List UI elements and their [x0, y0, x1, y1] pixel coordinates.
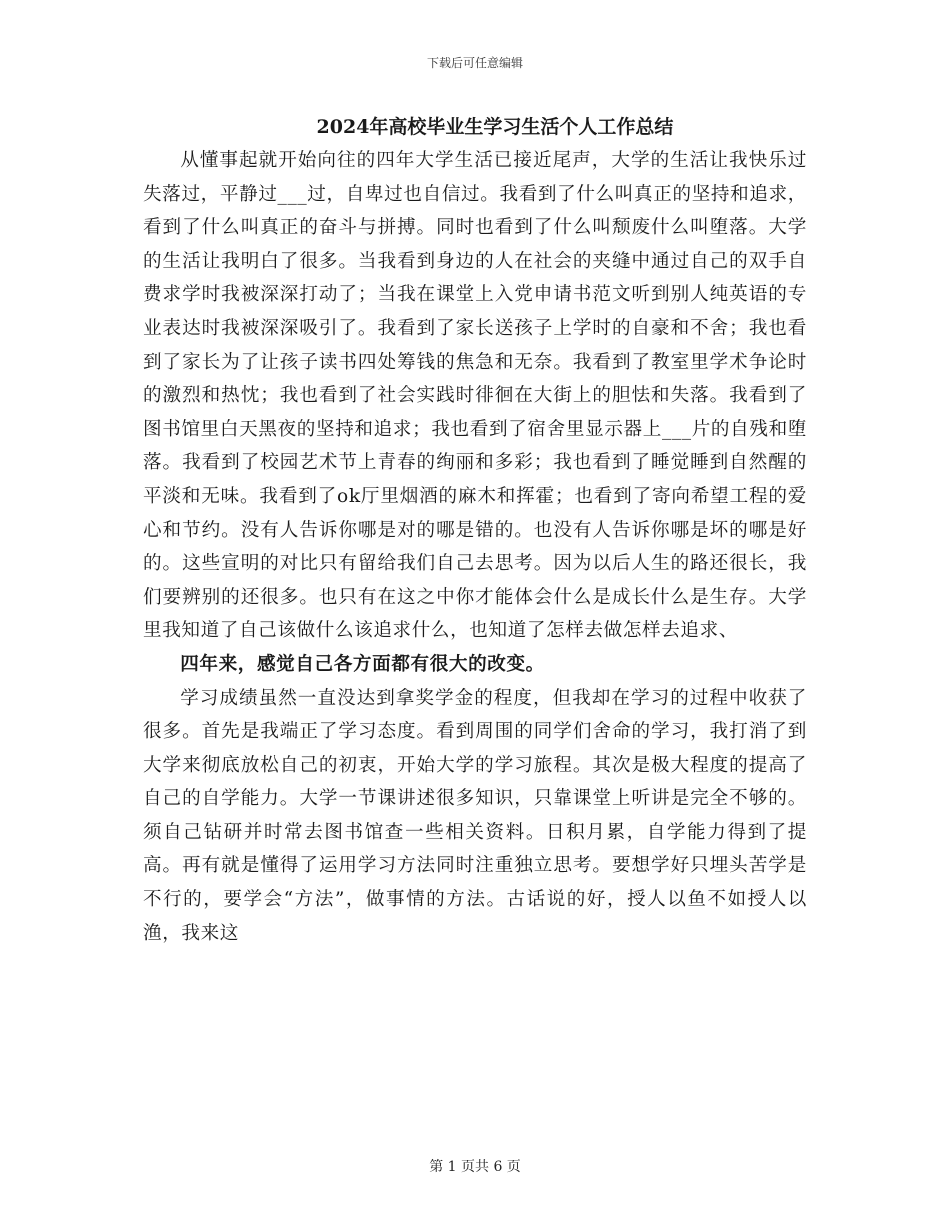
document-title: 2024年高校毕业生学习生活个人工作总结: [316, 116, 674, 138]
section-heading: 四年来，感觉自己各方面都有很大的改变。: [180, 653, 545, 675]
page-number: 第 1 页共 6 页: [429, 1159, 521, 1175]
page-header: 下载后可任意编辑: [426, 56, 523, 70]
document-body: [143, 110, 807, 950]
paragraph-intro: 从懂事起就开始向往的四年大学生活已接近尾声，大学的生活让我快乐过失落过，平静过___过，自卑过也自信过。我看到了什么叫真正的坚持和追求，看到了什么叫真正的奋斗与拼搏。同时也看到了什么叫颓废什么叫堕落。大学的生活让我明白了很多。当我看到身边的人在社会的夹缝中通过自己的双手自费求学时我被深深打动了；当我在课堂上入党申请书范文听到别人纯英语的专业表达时我被深深吸引了。我看到了家长送孩子上学时的自豪和不舍；我也看到了家长为了让孩子读书四处筹钱的焦急和无奈。我看到了教室里学术争论时的激烈和热忱；我也看到了社会实践时徘徊在大街上的胆怯和失落。我看到了图书馆里白天黑夜的坚持和追求；我也看到了宿舍里显示器上___片的自残和堕落。我看到了校园艺术节上青春的绚丽和多彩；我也看到了睡觉睡到自然醒的平淡和无味。我看到了ok厅里烟酒的麻木和挥霍；也看到了寄向希望工程的爱心和节约。没有人告诉你哪是对的哪是错的。也没有人告诉你哪是坏的哪是好的。这些宣明的对比只有留给我们自己去思考。因为以后人生的路还很长，我们要辨别的还很多。也只有在这之中你才能体会什么是成长什么是生存。大学里我知道了自己该做什么该追求什么，也知道了怎样去做怎样去追求、: [143, 150, 807, 642]
paragraph-study: 学习成绩虽然一直没达到拿奖学金的程度，但我却在学习的过程中收获了很多。首先是我端正了学习态度。看到周围的同学们舍命的学习，我打消了到大学来彻底放松自己的初衷，开始大学的学习旅程。其次是极大程度的提高了自己的自学能力。大学一节课讲述很多知识，只靠课堂上听讲是完全不够的。须自己钻研并时常去图书馆查一些相关资料。日积月累，自学能力得到了提高。再有就是懂得了运用学习方法同时注重独立思考。要想学好只埋头苦学是不行的，要学会“方法”，做事情的方法。古话说的好，授人以鱼不如授人以渔，我来这: [143, 687, 807, 944]
